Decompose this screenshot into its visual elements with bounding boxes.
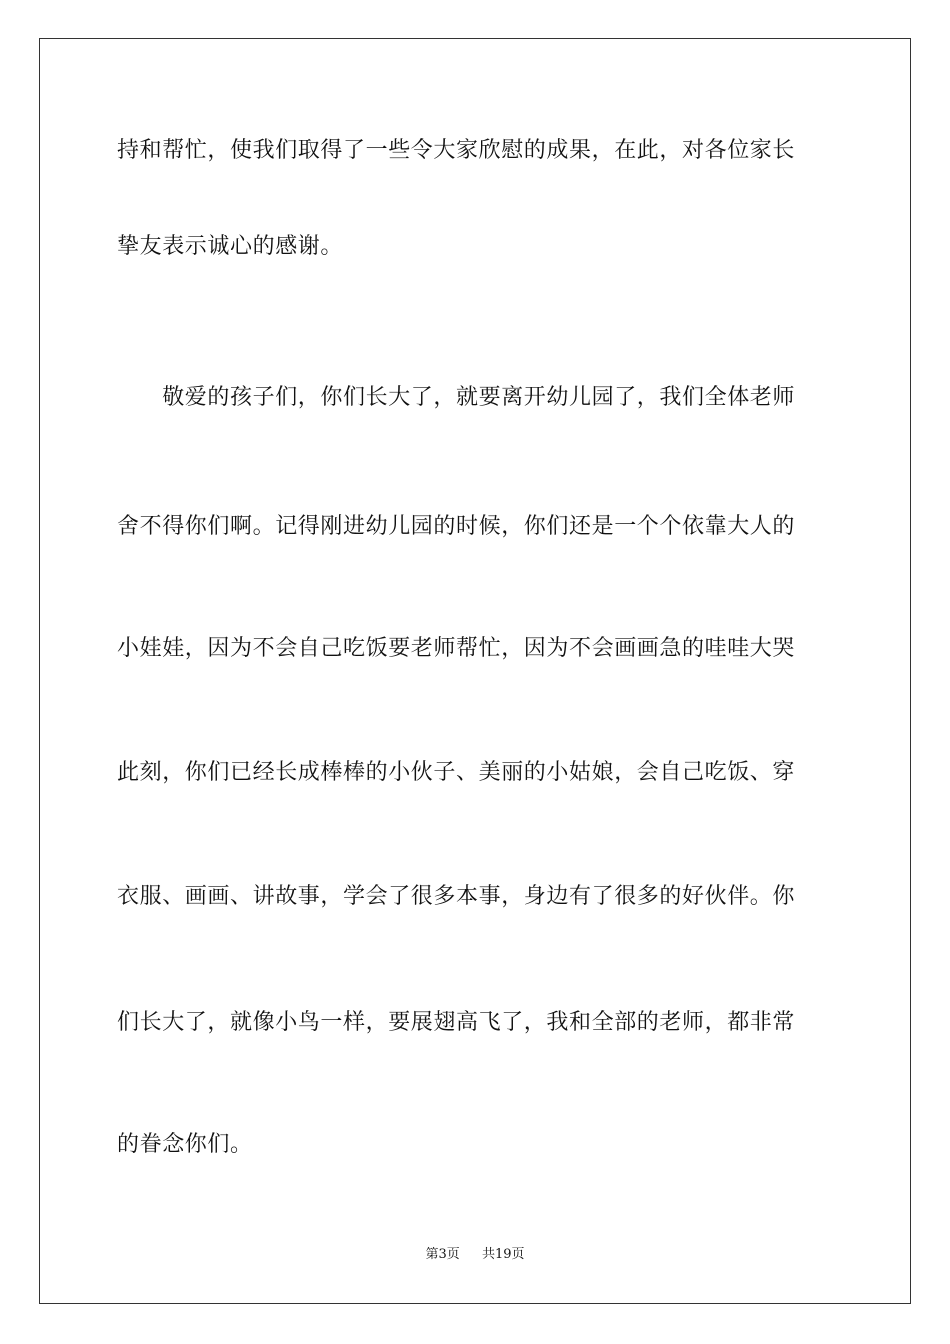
text-line: 们长大了，就像小鸟一样，要展翅高飞了，我和全部的老师，都非常 bbox=[117, 1010, 796, 1035]
page-number-total: 共19页 bbox=[482, 1247, 525, 1262]
text-line: 敬爱的孩子们，你们长大了，就要离开幼儿园了，我们全体老师 bbox=[117, 385, 796, 410]
page-footer bbox=[0, 1246, 950, 1264]
text-line: 衣服、画画、讲故事，学会了很多本事，身边有了很多的好伙伴。你 bbox=[117, 884, 796, 909]
text-line: 挚友表示诚心的感谢。 bbox=[117, 234, 344, 259]
text-line: 的眷念你们。 bbox=[117, 1132, 253, 1157]
text-line: 此刻，你们已经长成棒棒的小伙子、美丽的小姑娘，会自己吃饭、穿 bbox=[117, 760, 796, 785]
text-line: 持和帮忙，使我们取得了一些令大家欣慰的成果，在此，对各位家长 bbox=[117, 138, 796, 163]
page-number-current: 第3页 bbox=[425, 1247, 460, 1262]
page-border bbox=[39, 38, 911, 1304]
text-line: 舍不得你们啊。记得刚进幼儿园的时候，你们还是一个个依靠大人的 bbox=[117, 514, 796, 539]
text-line: 小娃娃，因为不会自己吃饭要老师帮忙，因为不会画画急的哇哇大哭 bbox=[117, 636, 796, 661]
